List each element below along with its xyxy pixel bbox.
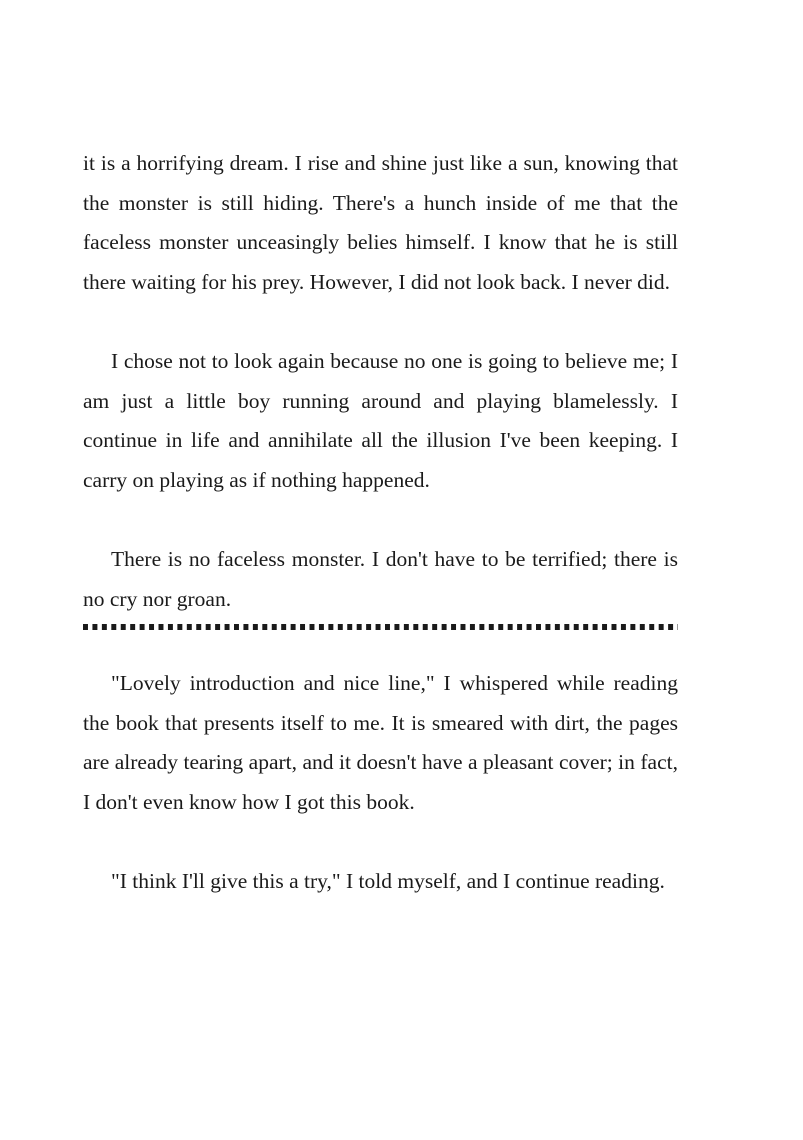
- narration-paragraph: "I think I'll give this a try," I told myself, and I continue reading.: [111, 869, 665, 894]
- text-column: [83, 144, 678, 941]
- story-paragraph: it is a horrifying dream. I rise and shine just like a sun, knowing that the monster is still hiding. There's a hunch inside of me that the faceless monster unceasingly belies himself. I know that he is still there waiting for his prey. However, I did not look back. I never did.: [83, 151, 678, 294]
- dotted-section-divider: [83, 624, 678, 630]
- story-paragraph: I chose not to look again because no one is going to believe me; I am just a little boy running around and playing blamelessly. I continue in life and annihilate all the illusion I've been keeping. I carry on playing as if nothing happened.: [83, 348, 678, 492]
- narration-paragraph: "Lovely introduction and nice line," I whispered while reading the book that presents itself to me. It is smeared with dirt, the pages are already tearing apart, and it doesn't have a pleasant cover; in fact, I don't even know how I got this book.: [83, 671, 678, 814]
- story-paragraph: There is no faceless monster. I don't have to be terrified; there is no cry nor groan.: [83, 546, 678, 611]
